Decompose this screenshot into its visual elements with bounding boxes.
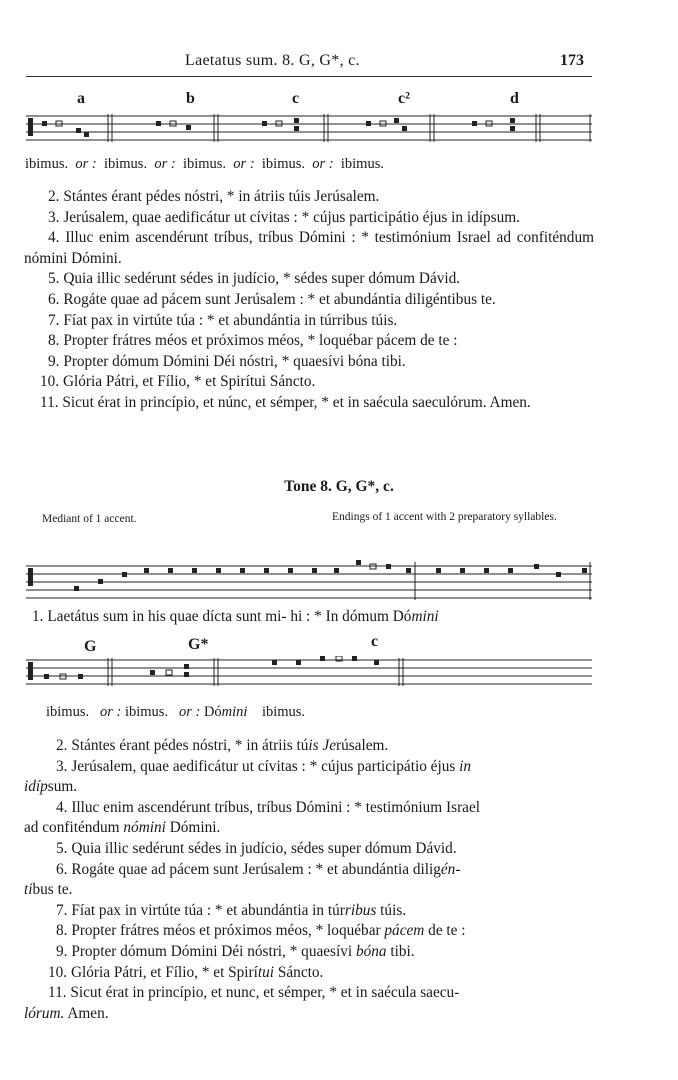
verse-5: 5. Quia illic sedérunt sédes in judício, * sédes super dómum Dávid. bbox=[48, 270, 461, 288]
caption-or: or : bbox=[312, 156, 334, 172]
verse-7: 7. Fíat pax in virtúte túa : * et abundántia in túrribus túis. bbox=[48, 311, 398, 329]
caption-or: or : bbox=[75, 156, 97, 172]
caption-word: ibimus. bbox=[25, 156, 69, 172]
verse-2: 2. Stántes érant pédes nóstri, * in átriis túis Jerúsalem. bbox=[48, 188, 380, 205]
caption-or: or : bbox=[233, 156, 255, 172]
caption-word: ibimus. bbox=[182, 156, 227, 172]
running-title: Laetatus sum. 8. G, G*, c. bbox=[185, 52, 360, 69]
verse-9-b: 9. Propter dómum Dómini Déi nóstri, * quaesívi bóna tibi. bbox=[56, 942, 415, 960]
chant-staff-tone bbox=[26, 560, 592, 600]
endings-caption bbox=[25, 156, 384, 173]
tone-heading: Tone 8. G, G*, c. bbox=[284, 478, 394, 495]
caption-word: ibimus. bbox=[103, 156, 148, 172]
verse-11-b-cont: lórum. Amen. bbox=[24, 1004, 109, 1022]
verse-3: 3. Jerúsalem, quae aedificátur ut cívitas : * cújus participátio éjus in idípsum. bbox=[48, 208, 520, 226]
mediant-label: Mediant of 1 accent. bbox=[42, 513, 137, 525]
verse-7-b: 7. Fíat pax in virtúte túa : * et abundántia in túrribus túis. bbox=[56, 901, 407, 919]
verse-4-b-cont: ad confiténdum nómini Dómini. bbox=[24, 819, 221, 837]
verse-2-b: 2. Stántes érant pédes nóstri, * in átriis túis Jerúsalem. bbox=[56, 737, 389, 754]
ending-label-c2: c² bbox=[398, 90, 410, 107]
caption-word: ibimus. bbox=[340, 156, 384, 172]
ending-label-d: d bbox=[510, 90, 519, 107]
verse-6-b: 6. Rogáte quae ad pácem sunt Jerúsalem : * et abundántia diligén- bbox=[56, 860, 461, 878]
verses-bottom bbox=[24, 736, 594, 1024]
header-rule bbox=[26, 76, 592, 77]
endings-caption-bottom: ibimus. or : ibimus. or : Dómini ibimus. bbox=[46, 704, 306, 720]
chant-staff-endings bbox=[26, 112, 592, 150]
ending-label-G: G bbox=[84, 638, 97, 655]
verse-8-b: 8. Propter frátres méos et próximos méos, * loquébar pácem de te : bbox=[56, 922, 466, 940]
verse-9: 9. Propter dómum Dómini Déi nóstri, * quaesívi bóna tibi. bbox=[48, 352, 406, 370]
verse-4: 4. Illuc enim ascendérunt tríbus, tríbus Dómini : * testimónium Israel ad confiténdum nómini Dómini. bbox=[24, 229, 595, 267]
verse-10-b: 10. Glória Pátri, et Fílio, * et Spirítui Sáncto. bbox=[48, 963, 324, 981]
verses-top bbox=[24, 187, 594, 414]
verse-1-line: 1. Laetátus sum in his quae dícta sunt mi- hi : * In dómum Dómini bbox=[32, 608, 439, 625]
ending-label-c: c bbox=[292, 90, 300, 107]
caption-or: or : bbox=[154, 156, 176, 172]
verse-6: 6. Rogáte quae ad pácem sunt Jerúsalem : * et abundántia diligéntibus te. bbox=[48, 290, 496, 308]
ending-label-a: a bbox=[77, 90, 85, 107]
ending-label-c-bottom: c bbox=[371, 633, 379, 650]
endings-label: Endings of 1 accent with 2 preparatory syllables. bbox=[332, 511, 557, 523]
verse-10: 10. Glória Pátri, et Fílio, * et Spirítui Sáncto. bbox=[40, 373, 316, 391]
verse-8: 8. Propter frátres méos et próximos méos, * loquébar pácem de te : bbox=[48, 332, 458, 350]
page-number: 173 bbox=[560, 52, 584, 69]
ending-label-Gstar: G* bbox=[188, 636, 209, 653]
verse-11-b: 11. Sicut érat in princípio, et nunc, et sémper, * et in saécula saecu- bbox=[48, 984, 460, 1002]
verse-3-b-cont: idípsum. bbox=[24, 778, 78, 796]
chant-staff-endings-bottom bbox=[26, 656, 592, 696]
verse-4-b: 4. Illuc enim ascendérunt tríbus, tríbus Dómini : * testimónium Israel bbox=[56, 798, 481, 816]
caption-word: ibimus. bbox=[261, 156, 306, 172]
verse-3-b: 3. Jerúsalem, quae aedificátur ut cívitas : * cújus participátio éjus in bbox=[56, 757, 472, 775]
ending-label-b: b bbox=[186, 90, 195, 107]
verse-11: 11. Sicut érat in princípio, et núnc, et sémper, * et in saécula saeculórum. Amen. bbox=[40, 393, 531, 411]
verse-6-b-cont: tibus te. bbox=[24, 881, 73, 899]
verse-5-b: 5. Quia illic sedérunt sédes in judício, sédes super dómum Dávid. bbox=[56, 839, 457, 857]
